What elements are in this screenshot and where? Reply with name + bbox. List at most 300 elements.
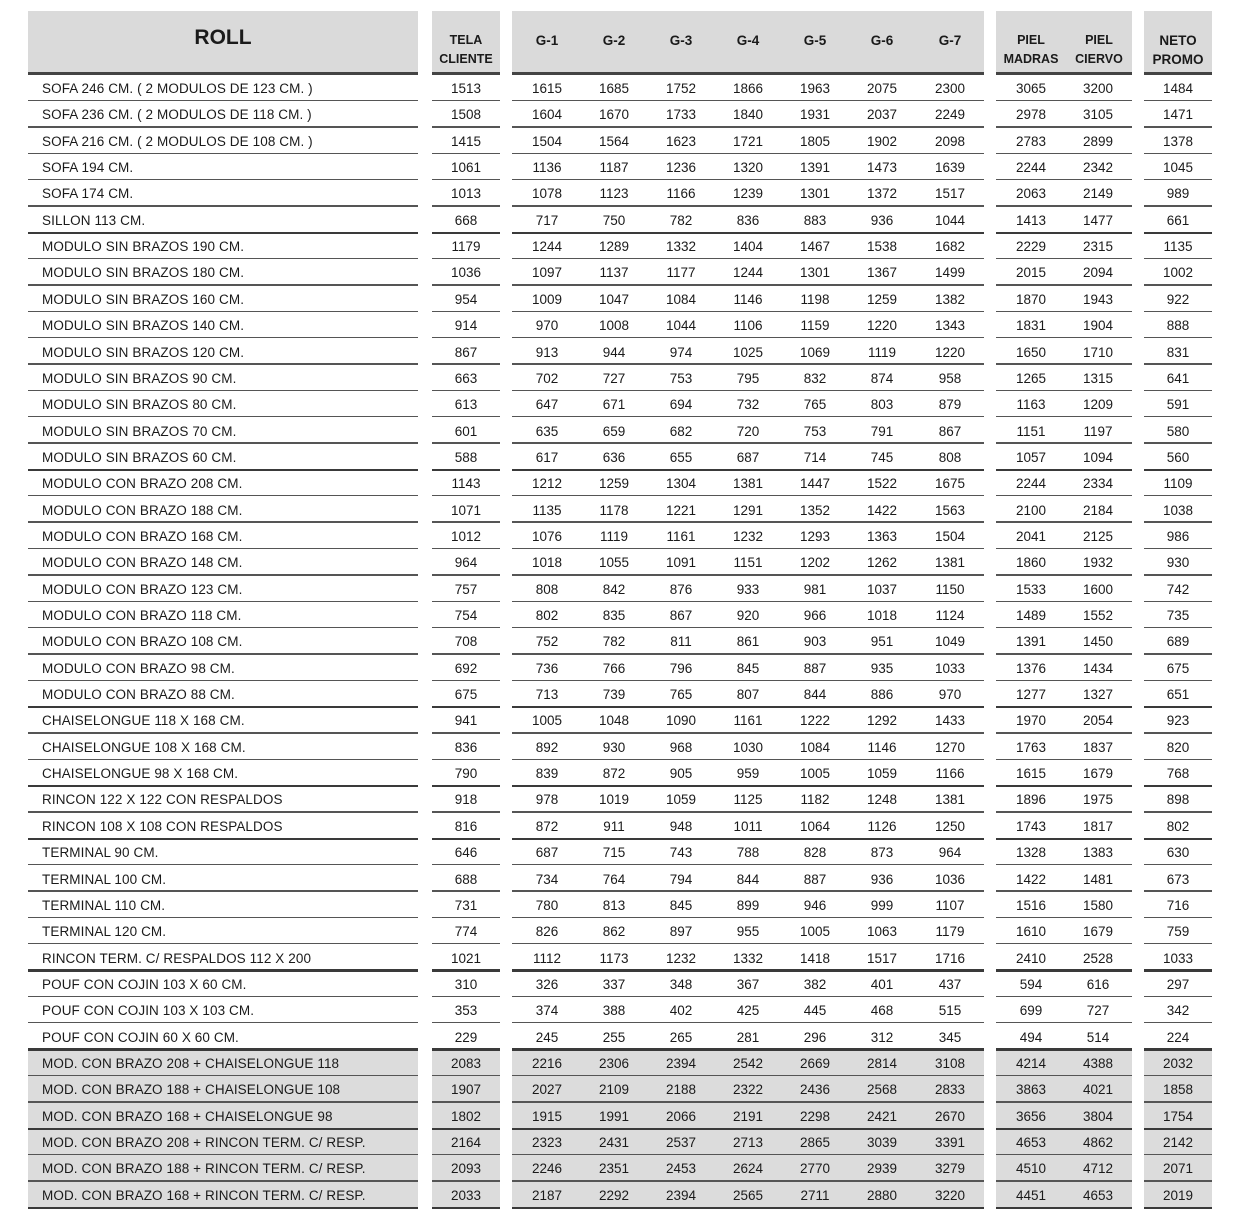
cell-grade: 3108 <box>934 1055 966 1071</box>
cell-grade: 3391 <box>934 1135 966 1150</box>
cell-grade: 1125 <box>733 792 763 808</box>
cell-grade: 879 <box>938 397 962 413</box>
row-product-name: TERMINAL 120 CM. <box>42 924 167 940</box>
cell-grade: 1239 <box>732 186 764 202</box>
cell-neto-promo: 661 <box>1166 212 1190 228</box>
cell-neto-promo: 1045 <box>1162 160 1194 176</box>
row-divider <box>996 1207 1132 1210</box>
cell-grade: 1178 <box>599 502 629 518</box>
cell-grade: 1044 <box>934 212 966 228</box>
cell-grade: 2453 <box>665 1161 697 1177</box>
cell-piel-ciervo: 4862 <box>1082 1135 1114 1150</box>
cell-piel-ciervo: 616 <box>1086 976 1110 992</box>
cell-grade: 981 <box>803 581 827 597</box>
col-header-grade: G-3 <box>669 33 693 48</box>
row-product-name: SILLON 113 CM. <box>42 212 146 228</box>
cell-tela-cliente: 588 <box>454 449 478 465</box>
cell-grade: 791 <box>870 423 894 439</box>
row-product-name: MOD. CON BRAZO 188 + CHAISELONGUE 108 <box>42 1082 341 1098</box>
cell-grade: 1422 <box>866 502 898 518</box>
cell-grade: 1504 <box>934 528 966 544</box>
row-product-name: TERMINAL 100 CM. <box>42 871 167 887</box>
cell-piel-madras: 1057 <box>1015 449 1047 465</box>
cell-grade: 1221 <box>665 502 697 518</box>
row-divider <box>1144 1207 1212 1210</box>
cell-piel-ciervo: 4388 <box>1082 1055 1114 1071</box>
cell-tela-cliente: 1513 <box>450 81 482 96</box>
cell-grade: 1320 <box>732 160 764 176</box>
cell-grade: 687 <box>535 845 559 861</box>
cell-neto-promo: 1471 <box>1162 107 1194 123</box>
cell-grade: 920 <box>736 608 760 623</box>
cell-grade: 1136 <box>532 160 562 176</box>
col-header-grade: G-1 <box>535 33 559 48</box>
cell-grade: 1915 <box>531 1108 563 1124</box>
cell-tela-cliente: 708 <box>454 634 478 650</box>
table-row <box>0 1103 1246 1129</box>
cell-grade: 1119 <box>599 528 629 544</box>
cell-grade: 1008 <box>598 318 630 334</box>
table-row <box>0 681 1246 707</box>
table-row <box>0 786 1246 812</box>
cell-grade: 2624 <box>732 1161 764 1177</box>
cell-grade: 734 <box>535 871 559 887</box>
cell-grade: 2191 <box>732 1108 764 1124</box>
cell-grade: 2216 <box>531 1055 563 1071</box>
cell-tela-cliente: 1013 <box>450 186 482 202</box>
cell-piel-madras: 2229 <box>1015 239 1047 255</box>
cell-tela-cliente: 310 <box>454 976 478 992</box>
cell-piel-madras: 1970 <box>1015 713 1047 729</box>
cell-piel-madras: 2041 <box>1015 528 1047 544</box>
cell-grade: 1381 <box>732 476 764 492</box>
cell-grade: 1604 <box>531 107 563 123</box>
row-product-name: SOFA 174 CM. <box>42 186 134 202</box>
cell-neto-promo: 768 <box>1166 766 1190 782</box>
cell-tela-cliente: 2033 <box>450 1187 482 1203</box>
cell-grade: 1030 <box>732 739 764 755</box>
cell-grade: 1391 <box>799 160 831 176</box>
row-product-name: MODULO CON BRAZO 88 CM. <box>42 687 235 703</box>
cell-grade: 905 <box>669 766 693 782</box>
cell-grade: 2814 <box>866 1055 898 1071</box>
table-row <box>0 1182 1246 1208</box>
cell-grade: 1675 <box>934 476 966 492</box>
cell-grade: 1177 <box>666 265 696 281</box>
cell-grade: 2188 <box>665 1082 697 1098</box>
col-header-grade: G-6 <box>870 33 894 48</box>
cell-grade: 1517 <box>866 950 898 966</box>
table-row <box>0 734 1246 760</box>
cell-piel-madras: 1391 <box>1015 634 1047 650</box>
cell-grade: 835 <box>602 608 626 623</box>
cell-grade: 1343 <box>934 318 966 334</box>
cell-tela-cliente: 2083 <box>450 1055 482 1071</box>
table-row <box>0 707 1246 733</box>
cell-grade: 1137 <box>599 265 629 281</box>
cell-tela-cliente: 918 <box>454 792 478 808</box>
cell-grade: 2323 <box>531 1135 563 1150</box>
cell-piel-ciervo: 1904 <box>1082 318 1114 334</box>
cell-neto-promo: 898 <box>1166 792 1190 808</box>
cell-neto-promo: 986 <box>1166 528 1190 544</box>
cell-grade: 367 <box>736 976 760 992</box>
row-product-name: CHAISELONGUE 118 X 168 CM. <box>42 713 245 729</box>
cell-piel-madras: 2244 <box>1015 160 1047 176</box>
cell-tela-cliente: 1179 <box>451 239 481 255</box>
row-product-name: MODULO CON BRAZO 108 CM. <box>42 634 243 650</box>
cell-grade: 1352 <box>799 502 831 518</box>
cell-neto-promo: 1378 <box>1162 133 1194 149</box>
cell-piel-ciervo: 1552 <box>1082 608 1114 623</box>
cell-tela-cliente: 229 <box>454 1029 478 1045</box>
cell-piel-ciervo: 2899 <box>1082 133 1114 149</box>
table-row <box>0 866 1246 892</box>
row-product-name: POUF CON COJIN 103 X 103 CM. <box>42 1003 255 1019</box>
cell-tela-cliente: 1508 <box>450 107 482 123</box>
cell-grade: 946 <box>803 897 827 913</box>
cell-grade: 2537 <box>665 1135 697 1150</box>
cell-neto-promo: 759 <box>1166 924 1190 940</box>
row-product-name: MODULO SIN BRAZOS 180 CM. <box>42 265 245 281</box>
cell-grade: 425 <box>736 1003 760 1019</box>
cell-grade: 3039 <box>866 1135 898 1150</box>
col-header-line: PIEL <box>1017 33 1045 47</box>
cell-grade: 1091 <box>665 555 697 571</box>
cell-grade: 782 <box>669 212 693 228</box>
cell-neto-promo: 930 <box>1166 555 1190 571</box>
cell-grade: 743 <box>669 845 693 861</box>
cell-grade: 839 <box>535 766 559 782</box>
cell-grade: 2394 <box>665 1055 697 1071</box>
cell-grade: 659 <box>602 423 626 439</box>
cell-grade: 876 <box>669 581 693 597</box>
cell-grade: 1232 <box>732 528 764 544</box>
cell-grade: 401 <box>870 976 894 992</box>
cell-grade: 1232 <box>665 950 697 966</box>
cell-piel-ciervo: 1477 <box>1082 212 1114 228</box>
cell-grade: 796 <box>669 660 693 676</box>
cell-grade: 807 <box>736 687 760 703</box>
col-header-line: MADRAS <box>1003 52 1059 66</box>
cell-tela-cliente: 941 <box>454 713 478 729</box>
cell-grade: 1517 <box>934 186 966 202</box>
cell-grade: 3220 <box>934 1187 966 1203</box>
cell-grade: 2066 <box>665 1108 697 1124</box>
cell-grade: 765 <box>803 397 827 413</box>
table-row <box>0 655 1246 681</box>
cell-grade: 970 <box>535 318 559 334</box>
cell-tela-cliente: 646 <box>454 845 478 861</box>
cell-grade: 1064 <box>799 818 831 834</box>
cell-tela-cliente: 1071 <box>450 502 482 518</box>
cell-grade: 2292 <box>598 1187 630 1203</box>
cell-grade: 1564 <box>598 133 630 149</box>
cell-neto-promo: 742 <box>1166 581 1190 597</box>
cell-grade: 1332 <box>665 239 697 255</box>
table-row <box>0 892 1246 918</box>
table-row <box>0 602 1246 628</box>
cell-piel-ciervo: 1837 <box>1082 739 1114 755</box>
cell-piel-madras: 1896 <box>1015 792 1047 808</box>
cell-grade: 1222 <box>799 713 831 729</box>
cell-tela-cliente: 774 <box>454 924 478 940</box>
cell-grade: 1161 <box>666 528 696 544</box>
cell-piel-madras: 494 <box>1019 1029 1043 1045</box>
cell-grade: 437 <box>938 976 962 992</box>
cell-grade: 811 <box>670 634 692 650</box>
table-row <box>0 312 1246 338</box>
cell-tela-cliente: 1802 <box>450 1108 482 1124</box>
cell-grade: 765 <box>669 687 693 703</box>
cell-grade: 1076 <box>531 528 563 544</box>
cell-piel-madras: 1265 <box>1015 370 1047 386</box>
col-header-grade: G-5 <box>803 33 827 48</box>
cell-piel-madras: 3065 <box>1015 81 1047 96</box>
cell-grade: 3279 <box>934 1161 966 1177</box>
cell-grade: 1084 <box>799 739 831 755</box>
cell-grade: 1005 <box>531 713 563 729</box>
table-row <box>0 1024 1246 1050</box>
col-header-line: CIERVO <box>1075 52 1123 66</box>
cell-piel-madras: 1151 <box>1016 423 1046 439</box>
cell-grade: 1670 <box>598 107 630 123</box>
cell-grade: 326 <box>535 976 559 992</box>
cell-grade: 2037 <box>866 107 898 123</box>
cell-tela-cliente: 914 <box>454 318 478 334</box>
cell-grade: 764 <box>602 871 626 887</box>
cell-grade: 2436 <box>799 1082 831 1098</box>
cell-grade: 1159 <box>800 318 830 334</box>
cell-grade: 1991 <box>598 1108 630 1124</box>
cell-grade: 1538 <box>866 239 898 255</box>
cell-piel-ciervo: 1943 <box>1082 291 1114 307</box>
cell-grade: 1018 <box>531 555 563 571</box>
cell-grade: 2322 <box>732 1082 764 1098</box>
cell-grade: 845 <box>669 897 693 913</box>
cell-piel-madras: 4510 <box>1015 1161 1047 1177</box>
cell-grade: 966 <box>803 608 827 623</box>
cell-grade: 1018 <box>866 608 898 623</box>
cell-neto-promo: 802 <box>1166 818 1190 834</box>
cell-grade: 635 <box>535 423 559 439</box>
cell-grade: 795 <box>736 370 760 386</box>
cell-piel-madras: 1516 <box>1015 897 1047 913</box>
cell-piel-madras: 1763 <box>1015 739 1047 755</box>
col-header-line: PIEL <box>1085 33 1113 47</box>
cell-grade: 1902 <box>866 133 898 149</box>
cell-grade: 617 <box>535 449 559 465</box>
cell-grade: 1119 <box>867 344 897 360</box>
cell-grade: 1025 <box>732 344 764 360</box>
cell-neto-promo: 689 <box>1166 634 1190 650</box>
cell-grade: 1840 <box>732 107 764 123</box>
cell-grade: 1236 <box>665 160 697 176</box>
row-product-name: SOFA 246 CM. ( 2 MODULOS DE 123 CM. ) <box>42 81 313 96</box>
cell-grade: 2939 <box>866 1161 898 1177</box>
cell-neto-promo: 735 <box>1166 608 1190 623</box>
cell-grade: 753 <box>669 370 693 386</box>
cell-grade: 794 <box>669 871 693 887</box>
cell-grade: 1372 <box>866 186 898 202</box>
cell-tela-cliente: 1415 <box>450 133 482 149</box>
table-row <box>0 576 1246 602</box>
cell-grade: 1112 <box>532 950 562 966</box>
cell-piel-ciervo: 2094 <box>1082 265 1114 281</box>
cell-grade: 694 <box>669 397 693 413</box>
cell-grade: 702 <box>535 370 559 386</box>
row-product-name: POUF CON COJIN 60 X 60 CM. <box>42 1029 239 1045</box>
row-product-name: MODULO CON BRAZO 188 CM. <box>42 502 243 518</box>
table-row <box>0 1050 1246 1076</box>
table-row <box>0 233 1246 259</box>
row-product-name: MODULO CON BRAZO 168 CM. <box>42 528 243 544</box>
cell-grade: 312 <box>870 1029 894 1045</box>
cell-tela-cliente: 2164 <box>450 1135 482 1150</box>
cell-tela-cliente: 675 <box>454 687 478 703</box>
cell-grade: 1382 <box>934 291 966 307</box>
row-product-name: SOFA 236 CM. ( 2 MODULOS DE 118 CM. ) <box>42 107 312 123</box>
table-row <box>0 101 1246 127</box>
row-product-name: MOD. CON BRAZO 168 + CHAISELONGUE 98 <box>42 1108 333 1124</box>
cell-piel-ciervo: 2125 <box>1082 528 1114 544</box>
cell-grade: 745 <box>870 449 894 465</box>
row-product-name: MODULO CON BRAZO 148 CM. <box>42 555 243 571</box>
cell-grade: 1220 <box>866 318 898 334</box>
cell-tela-cliente: 613 <box>454 397 478 413</box>
cell-grade: 255 <box>602 1029 626 1045</box>
cell-neto-promo: 716 <box>1166 897 1190 913</box>
cell-grade: 911 <box>603 818 625 834</box>
cell-grade: 808 <box>938 449 962 465</box>
cell-grade: 951 <box>870 634 894 650</box>
cell-piel-ciervo: 4653 <box>1082 1187 1114 1203</box>
cell-grade: 1447 <box>799 476 831 492</box>
cell-grade: 2568 <box>866 1082 898 1098</box>
cell-neto-promo: 1033 <box>1162 950 1194 966</box>
cell-piel-madras: 2015 <box>1015 265 1047 281</box>
cell-piel-ciervo: 1710 <box>1082 344 1114 360</box>
cell-grade: 445 <box>803 1003 827 1019</box>
cell-grade: 1259 <box>598 476 630 492</box>
cell-grade: 1733 <box>665 107 697 123</box>
cell-grade: 1623 <box>665 133 697 149</box>
cell-neto-promo: 651 <box>1166 687 1190 703</box>
cell-neto-promo: 560 <box>1166 449 1190 465</box>
row-product-name: POUF CON COJIN 103 X 60 CM. <box>42 976 247 992</box>
col-header-tela-cliente <box>432 31 500 69</box>
cell-piel-ciervo: 1932 <box>1082 555 1114 571</box>
cell-grade: 978 <box>535 792 559 808</box>
cell-piel-ciervo: 1315 <box>1082 370 1114 386</box>
cell-grade: 832 <box>803 370 827 386</box>
cell-grade: 717 <box>535 212 559 228</box>
table-row <box>0 180 1246 206</box>
cell-grade: 1721 <box>732 133 764 149</box>
cell-grade: 2351 <box>598 1161 630 1177</box>
row-divider <box>28 1207 418 1210</box>
cell-grade: 1059 <box>866 766 898 782</box>
cell-grade: 1146 <box>733 291 763 307</box>
cell-grade: 1522 <box>866 476 898 492</box>
cell-grade: 714 <box>803 449 827 465</box>
cell-grade: 1033 <box>934 660 966 676</box>
cell-grade: 913 <box>535 344 559 360</box>
cell-grade: 959 <box>736 766 760 782</box>
cell-piel-madras: 1413 <box>1015 212 1047 228</box>
cell-grade: 862 <box>602 924 626 940</box>
cell-grade: 828 <box>803 845 827 861</box>
cell-grade: 750 <box>602 212 626 228</box>
cell-neto-promo: 1002 <box>1162 265 1194 281</box>
cell-piel-madras: 699 <box>1019 1003 1043 1019</box>
cell-tela-cliente: 790 <box>454 766 478 782</box>
cell-grade: 861 <box>736 634 760 650</box>
col-header-line: CLIENTE <box>439 52 493 66</box>
cell-grade: 2865 <box>799 1135 831 1150</box>
cell-grade: 1291 <box>732 502 764 518</box>
cell-piel-madras: 1328 <box>1015 845 1047 861</box>
cell-grade: 1019 <box>598 792 630 808</box>
cell-piel-madras: 1870 <box>1015 291 1047 307</box>
table-row <box>0 945 1246 971</box>
cell-piel-madras: 1831 <box>1015 318 1047 334</box>
row-product-name: CHAISELONGUE 108 X 168 CM. <box>42 739 246 755</box>
cell-grade: 802 <box>535 608 559 623</box>
cell-grade: 1262 <box>866 555 898 571</box>
cell-neto-promo: 2142 <box>1162 1135 1194 1150</box>
cell-grade: 1433 <box>934 713 966 729</box>
cell-tela-cliente: 2093 <box>450 1161 482 1177</box>
cell-neto-promo: 580 <box>1166 423 1190 439</box>
cell-grade: 2298 <box>799 1108 831 1124</box>
cell-tela-cliente: 954 <box>454 291 478 307</box>
cell-grade: 1107 <box>935 897 965 913</box>
table-row <box>0 523 1246 549</box>
cell-piel-ciervo: 2342 <box>1082 160 1114 176</box>
cell-grade: 974 <box>669 344 693 360</box>
cell-grade: 933 <box>736 581 760 597</box>
cell-grade: 2670 <box>934 1108 966 1124</box>
table-row <box>0 497 1246 523</box>
cell-grade: 2394 <box>665 1187 697 1203</box>
cell-tela-cliente: 1021 <box>450 950 482 966</box>
cell-piel-madras: 1533 <box>1015 581 1047 597</box>
cell-grade: 1716 <box>934 950 966 966</box>
cell-grade: 713 <box>535 687 559 703</box>
row-product-name: MODULO CON BRAZO 123 CM. <box>42 581 243 597</box>
cell-grade: 1106 <box>733 318 763 334</box>
row-divider <box>432 1207 500 1210</box>
cell-grade: 281 <box>736 1029 760 1045</box>
cell-grade: 1259 <box>866 291 898 307</box>
table-row <box>0 971 1246 997</box>
cell-grade: 245 <box>535 1029 559 1045</box>
cell-grade: 1244 <box>732 265 764 281</box>
cell-neto-promo: 923 <box>1166 713 1190 729</box>
table-row <box>0 444 1246 470</box>
cell-grade: 1248 <box>866 792 898 808</box>
cell-grade: 1467 <box>799 239 831 255</box>
cell-grade: 936 <box>870 871 894 887</box>
cell-tela-cliente: 754 <box>454 608 478 623</box>
col-header-line: TELA <box>449 33 483 47</box>
table-row <box>0 1129 1246 1155</box>
row-product-name: MODULO SIN BRAZOS 60 CM. <box>42 449 237 465</box>
cell-piel-madras: 1860 <box>1015 555 1047 571</box>
cell-neto-promo: 820 <box>1166 739 1190 755</box>
cell-grade: 682 <box>669 423 693 439</box>
